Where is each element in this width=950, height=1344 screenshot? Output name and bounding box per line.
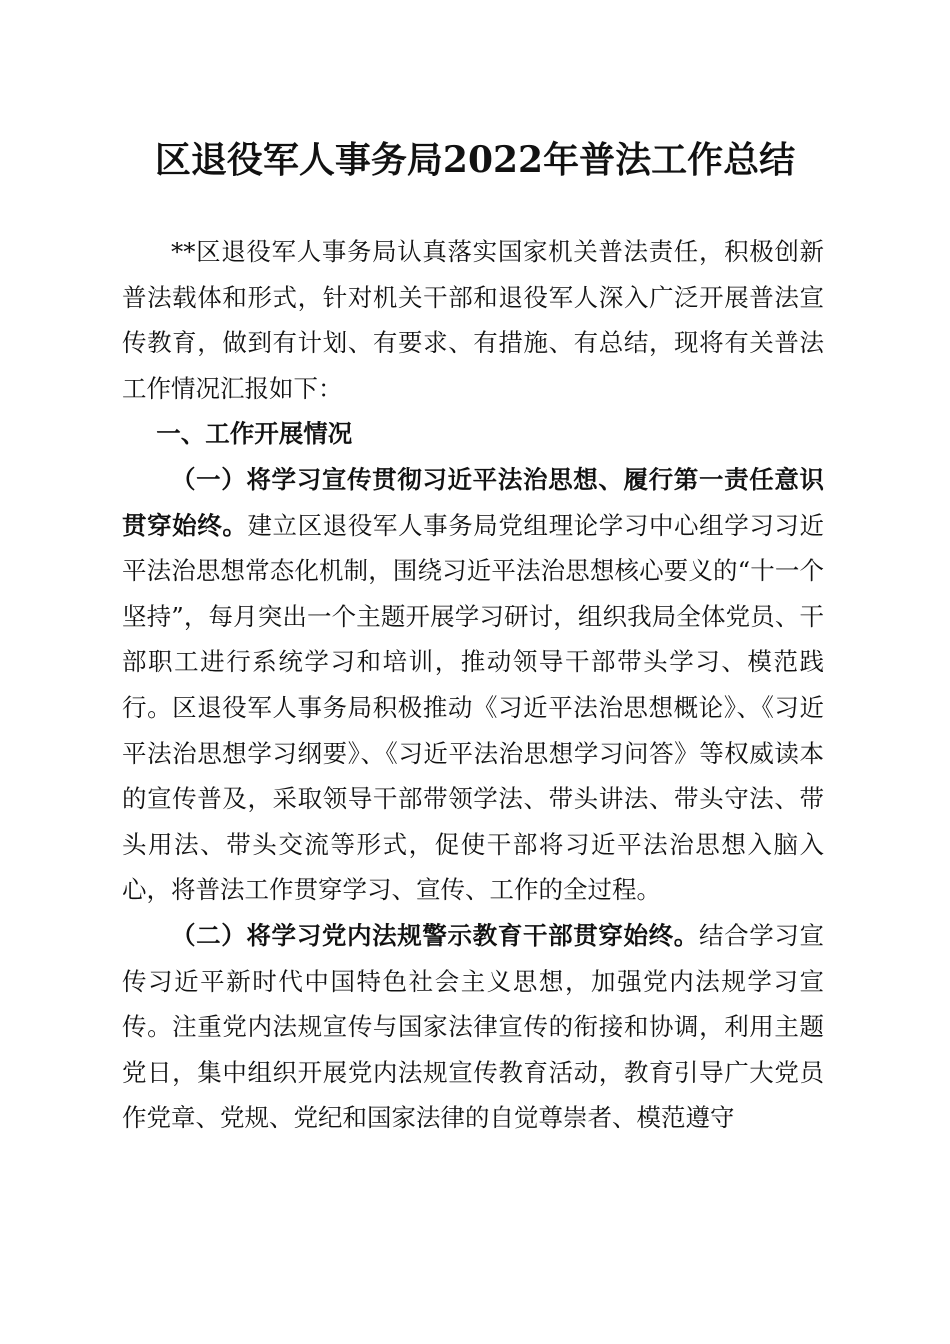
item-1-paragraph — [122, 457, 824, 913]
item-1-text: 建立区退役军人事务局党组理论学习中心组学习习近平法治思想常态化机制，围绕习近平法治思想核心要义的“十一个坚持”，每月突出一个主题开展学习研讨，组织我局全体党员、干部职工进行系统学习和培训，推动领导干部带头学习、模范践行。区退役军人事务局积极推动《习近平法治思想概论》、《习近平法治思想学习纲要》、《习近平法治思想学习问答》等权威读本的宣传普及，采取领导干部带领学法、带头讲法、带头守法、带头用法、带头交流等形式，促使干部将习近平法治思想入脑入心，将普法工作贯穿学习、宣传、工作的全过程。 — [122, 510, 825, 905]
document-title: 区退役军人事务局2022年普法工作总结 — [154, 139, 796, 181]
section-heading: 一、工作开展情况 — [156, 419, 353, 449]
intro-paragraph: **区退役军人事务局认真落实国家机关普法责任，积极创新普法载体和形式，针对机关干部和退役军人深入广泛开展普法宣传教育，做到有计划、有要求、有措施、有总结，现将有关普法工作情况汇报如下： — [122, 237, 824, 403]
item-2-text: 结合学习宣传习近平新时代中国特色社会主义思想，加强党内法规学习宣传。注重党内法规宣传与国家法律宣传的衔接和协调，利用主题党日，集中组织开展党内法规宣传教育活动，教育引导广大党员作党章、党规、党纪和国家法律的自觉尊崇者、模范遵守 — [122, 920, 825, 1133]
document-body — [122, 229, 824, 1141]
item-2-lead: （二）将学习党内法规警示教育干部贯穿始终。 — [171, 920, 699, 950]
item-2-paragraph — [122, 913, 824, 1141]
item-1-lead: （一）将学习宣传贯彻习近平法治思想、履行第一责任意识贯穿始终。 — [122, 464, 824, 540]
